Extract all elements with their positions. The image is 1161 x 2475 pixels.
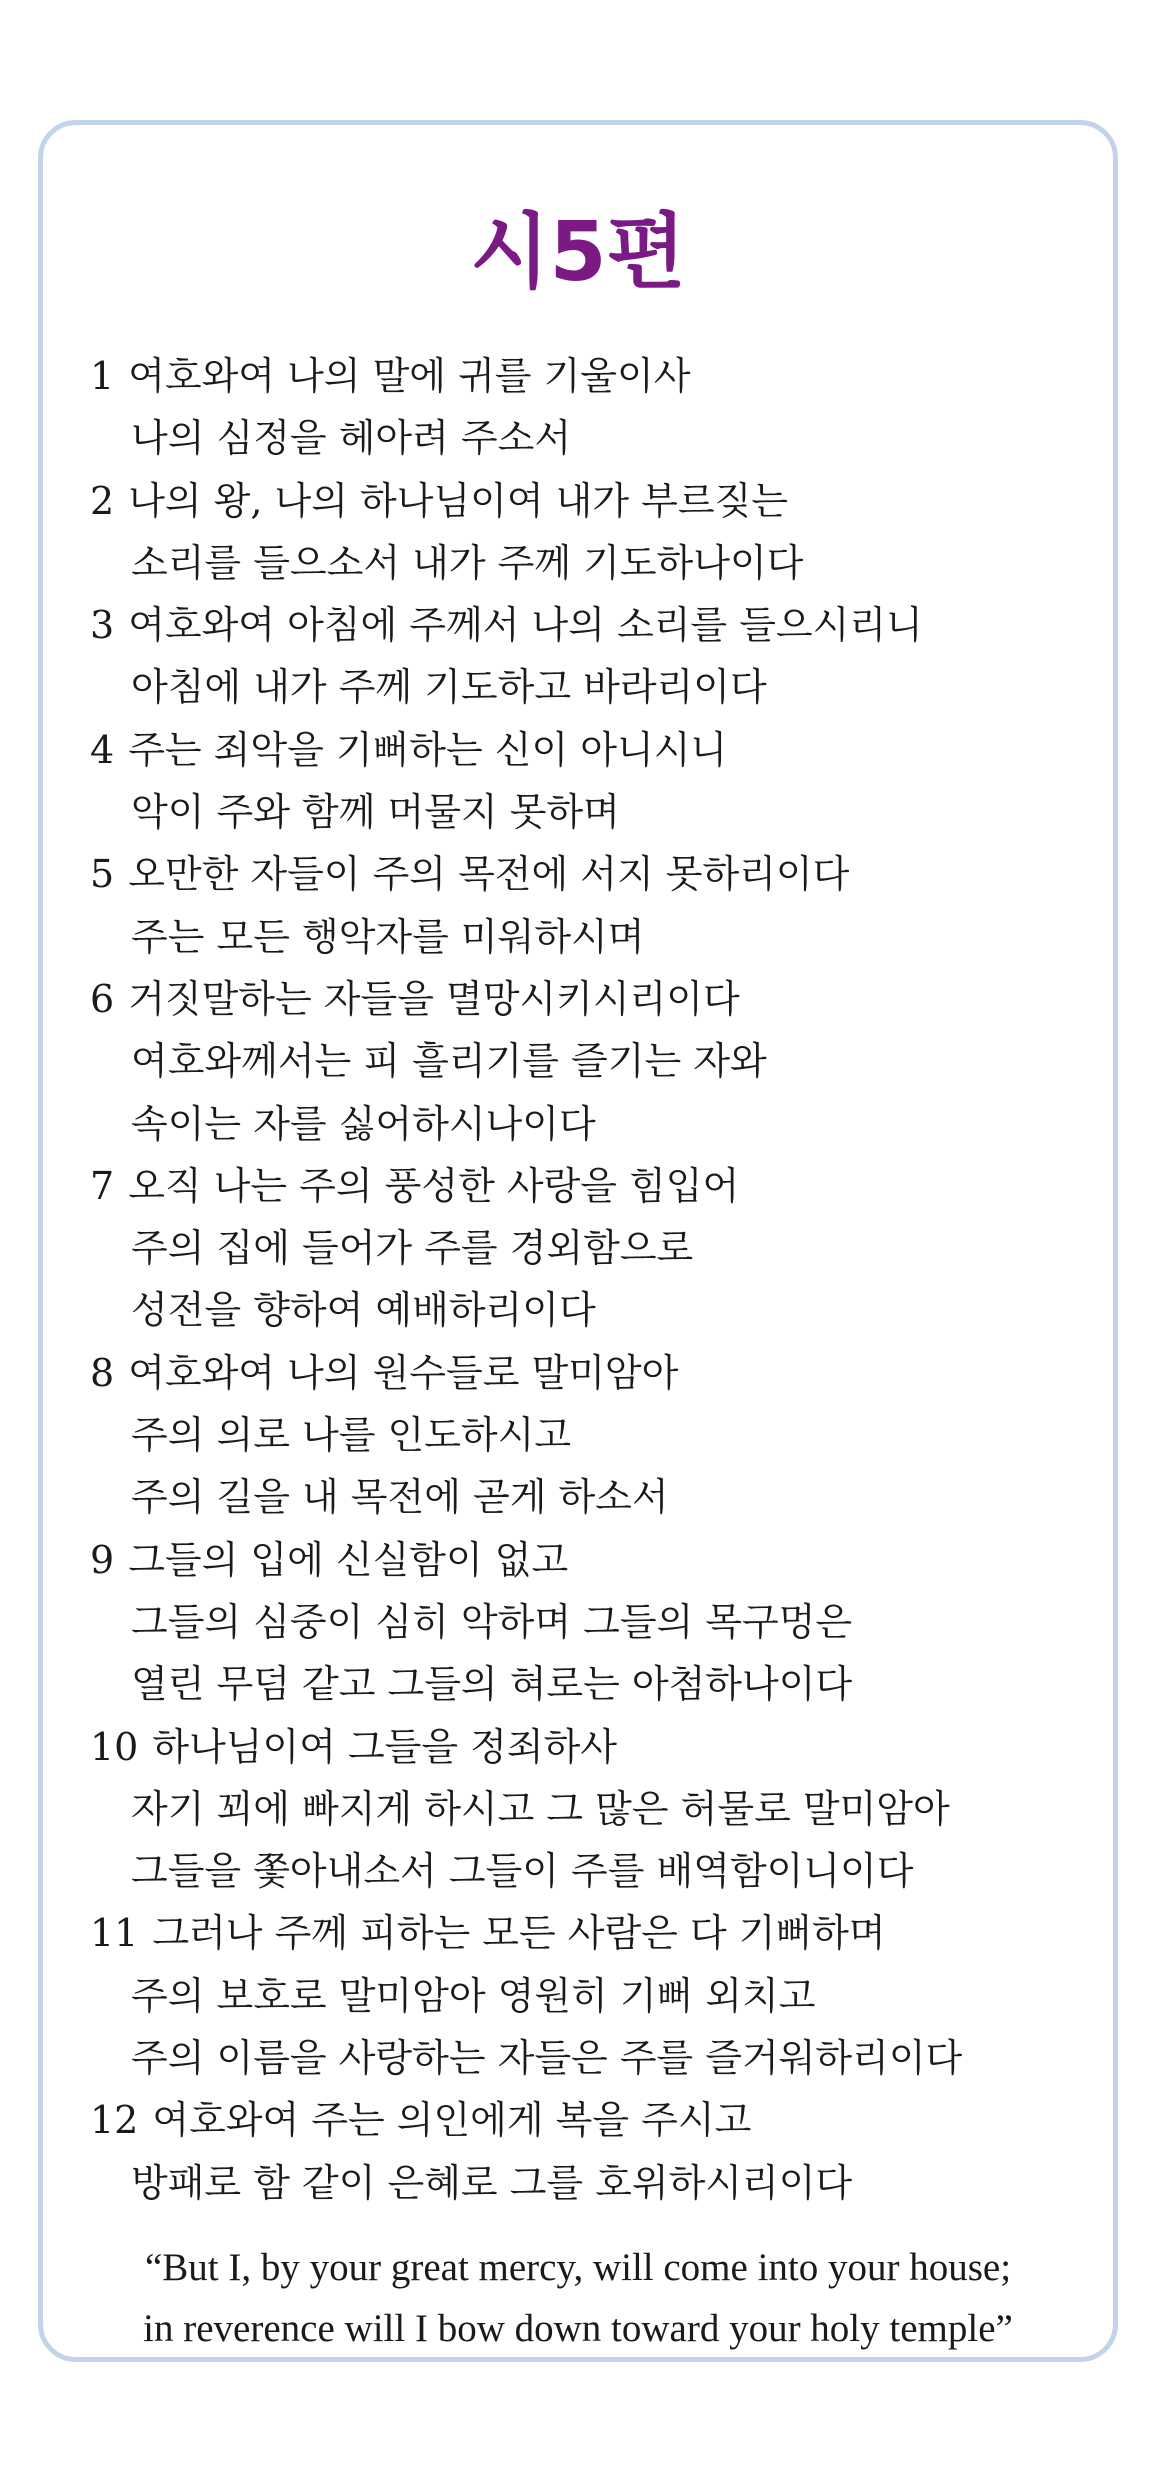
- verse-text: 주는 모든 행악자를 미워하시며: [131, 914, 645, 959]
- verse-line: [90, 1716, 1090, 1778]
- verse-text: 그들의 입에 신실함이 없고: [128, 1537, 569, 1582]
- verse-text: 주의 집에 들어가 주를 경외함으로: [131, 1226, 694, 1271]
- verse-number: 10: [90, 1724, 139, 1769]
- verse-2: [90, 470, 1090, 595]
- verse-text: 속이는 자를 싫어하시나이다: [131, 1101, 596, 1146]
- verse-number: 6: [90, 976, 115, 1021]
- verse-number: 2: [90, 478, 115, 523]
- verse-line: [90, 470, 1090, 532]
- verse-3: [90, 594, 1090, 719]
- verse-line: [90, 781, 1090, 843]
- verse-text: 소리를 들으소서 내가 주께 기도하나이다: [131, 540, 804, 585]
- verse-text: 아침에 내가 주께 기도하고 바라리이다: [131, 665, 767, 710]
- verse-line: [90, 594, 1090, 656]
- verse-line: [90, 1965, 1090, 2027]
- verse-number: 8: [90, 1350, 115, 1395]
- verse-11: [90, 1902, 1090, 2089]
- verse-8: [90, 1342, 1090, 1529]
- verse-text: 오만한 자들이 주의 목전에 서지 못하리이다: [128, 852, 850, 897]
- verse-5: [90, 843, 1090, 968]
- verse-text: 여호와여 아침에 주께서 나의 소리를 들으시리니: [128, 603, 923, 648]
- verse-number: 1: [90, 354, 115, 398]
- verse-line: [90, 2152, 1090, 2214]
- verse-line: [90, 1342, 1090, 1404]
- verse-7: [90, 1155, 1090, 1342]
- verse-text: 방패로 함 같이 은혜로 그를 호위하시리이다: [131, 2160, 853, 2205]
- verse-text: 여호와께서는 피 흘리기를 즐기는 자와: [131, 1039, 767, 1084]
- english-quote: [43, 2237, 1113, 2359]
- verse-1: [90, 345, 1090, 470]
- verse-line: [90, 532, 1090, 594]
- verse-line: [90, 906, 1090, 968]
- verse-line: [90, 1902, 1090, 1964]
- verse-9: [90, 1529, 1090, 1716]
- verse-line: [90, 345, 1090, 407]
- verse-line: [90, 407, 1090, 469]
- verse-text: 나의 왕, 나의 하나님이여 내가 부르짖는: [128, 478, 788, 523]
- verse-text: 성전을 향하여 예배하리이다: [131, 1288, 596, 1333]
- verse-text: 그러나 주께 피하는 모든 사람은 다 기뻐하며: [152, 1911, 886, 1956]
- verse-line: [90, 1466, 1090, 1528]
- verse-12: [90, 2089, 1090, 2214]
- verse-number: 5: [90, 852, 115, 897]
- verse-line: [90, 1840, 1090, 1902]
- verse-text: 자기 꾀에 빠지게 하시고 그 많은 허물로 말미암아: [131, 1786, 950, 1831]
- verse-text: 여호와여 주는 의인에게 복을 주시고: [152, 2098, 752, 2143]
- verse-text: 주의 길을 내 목전에 곧게 하소서: [131, 1475, 669, 1520]
- verse-line: [90, 656, 1090, 718]
- verse-line: [90, 1217, 1090, 1279]
- verse-6: [90, 968, 1090, 1155]
- verse-list: [90, 345, 1090, 2214]
- verse-text: 거짓말하는 자들을 멸망시키시리이다: [128, 976, 740, 1021]
- verse-line: [90, 968, 1090, 1030]
- verse-text: 주의 의로 나를 인도하시고: [131, 1413, 572, 1458]
- verse-text: 여호와여 나의 말에 귀를 기울이사: [128, 354, 691, 398]
- verse-line: [90, 1404, 1090, 1466]
- verse-line: [90, 1778, 1090, 1840]
- verse-number: 12: [90, 2098, 139, 2143]
- verse-text: 여호와여 나의 원수들로 말미암아: [128, 1350, 679, 1395]
- quote-line-1: “But I, by your great mercy, will come into your house;: [144, 2246, 1012, 2289]
- verse-line: [90, 1030, 1090, 1092]
- verse-text: 열린 무덤 같고 그들의 혀로는 아첨하나이다: [131, 1662, 853, 1707]
- verse-text: 주의 보호로 말미암아 영원히 기뻐 외치고: [131, 1973, 816, 2018]
- verse-text: 그들을 쫓아내소서 그들이 주를 배역함이니이다: [131, 1849, 914, 1894]
- verse-line: [90, 1279, 1090, 1341]
- verse-text: 하나님이여 그들을 정죄하사: [152, 1724, 618, 1769]
- verse-number: 3: [90, 603, 115, 648]
- verse-text: 나의 심정을 헤아려 주소서: [131, 416, 572, 461]
- verse-text: 악이 주와 함께 머물지 못하며: [131, 790, 620, 835]
- verse-line: [90, 1591, 1090, 1653]
- verse-text: 그들의 심중이 심히 악하며 그들의 목구멍은: [131, 1599, 853, 1644]
- verse-line: [90, 1653, 1090, 1715]
- quote-line-2: in reverence will I bow down toward your holy temple”: [143, 2307, 1013, 2350]
- verse-line: [90, 1093, 1090, 1155]
- verse-10: [90, 1716, 1090, 1903]
- psalm-card: [38, 120, 1118, 2362]
- verse-line: [90, 719, 1090, 781]
- verse-text: 주는 죄악을 기뻐하는 신이 아니시니: [128, 727, 728, 772]
- verse-number: 11: [90, 1911, 139, 1956]
- verse-line: [90, 843, 1090, 905]
- verse-4: [90, 719, 1090, 844]
- page-title: 시5편: [470, 205, 686, 300]
- verse-number: 4: [90, 727, 115, 772]
- verse-line: [90, 1155, 1090, 1217]
- verse-text: 오직 나는 주의 풍성한 사랑을 힘입어: [128, 1163, 740, 1208]
- verse-line: [90, 2089, 1090, 2151]
- verse-line: [90, 2027, 1090, 2089]
- verse-text: 주의 이름을 사랑하는 자들은 주를 즐거워하리이다: [131, 2036, 963, 2081]
- verse-line: [90, 1529, 1090, 1591]
- verse-number: 7: [90, 1163, 115, 1208]
- verse-number: 9: [90, 1537, 115, 1582]
